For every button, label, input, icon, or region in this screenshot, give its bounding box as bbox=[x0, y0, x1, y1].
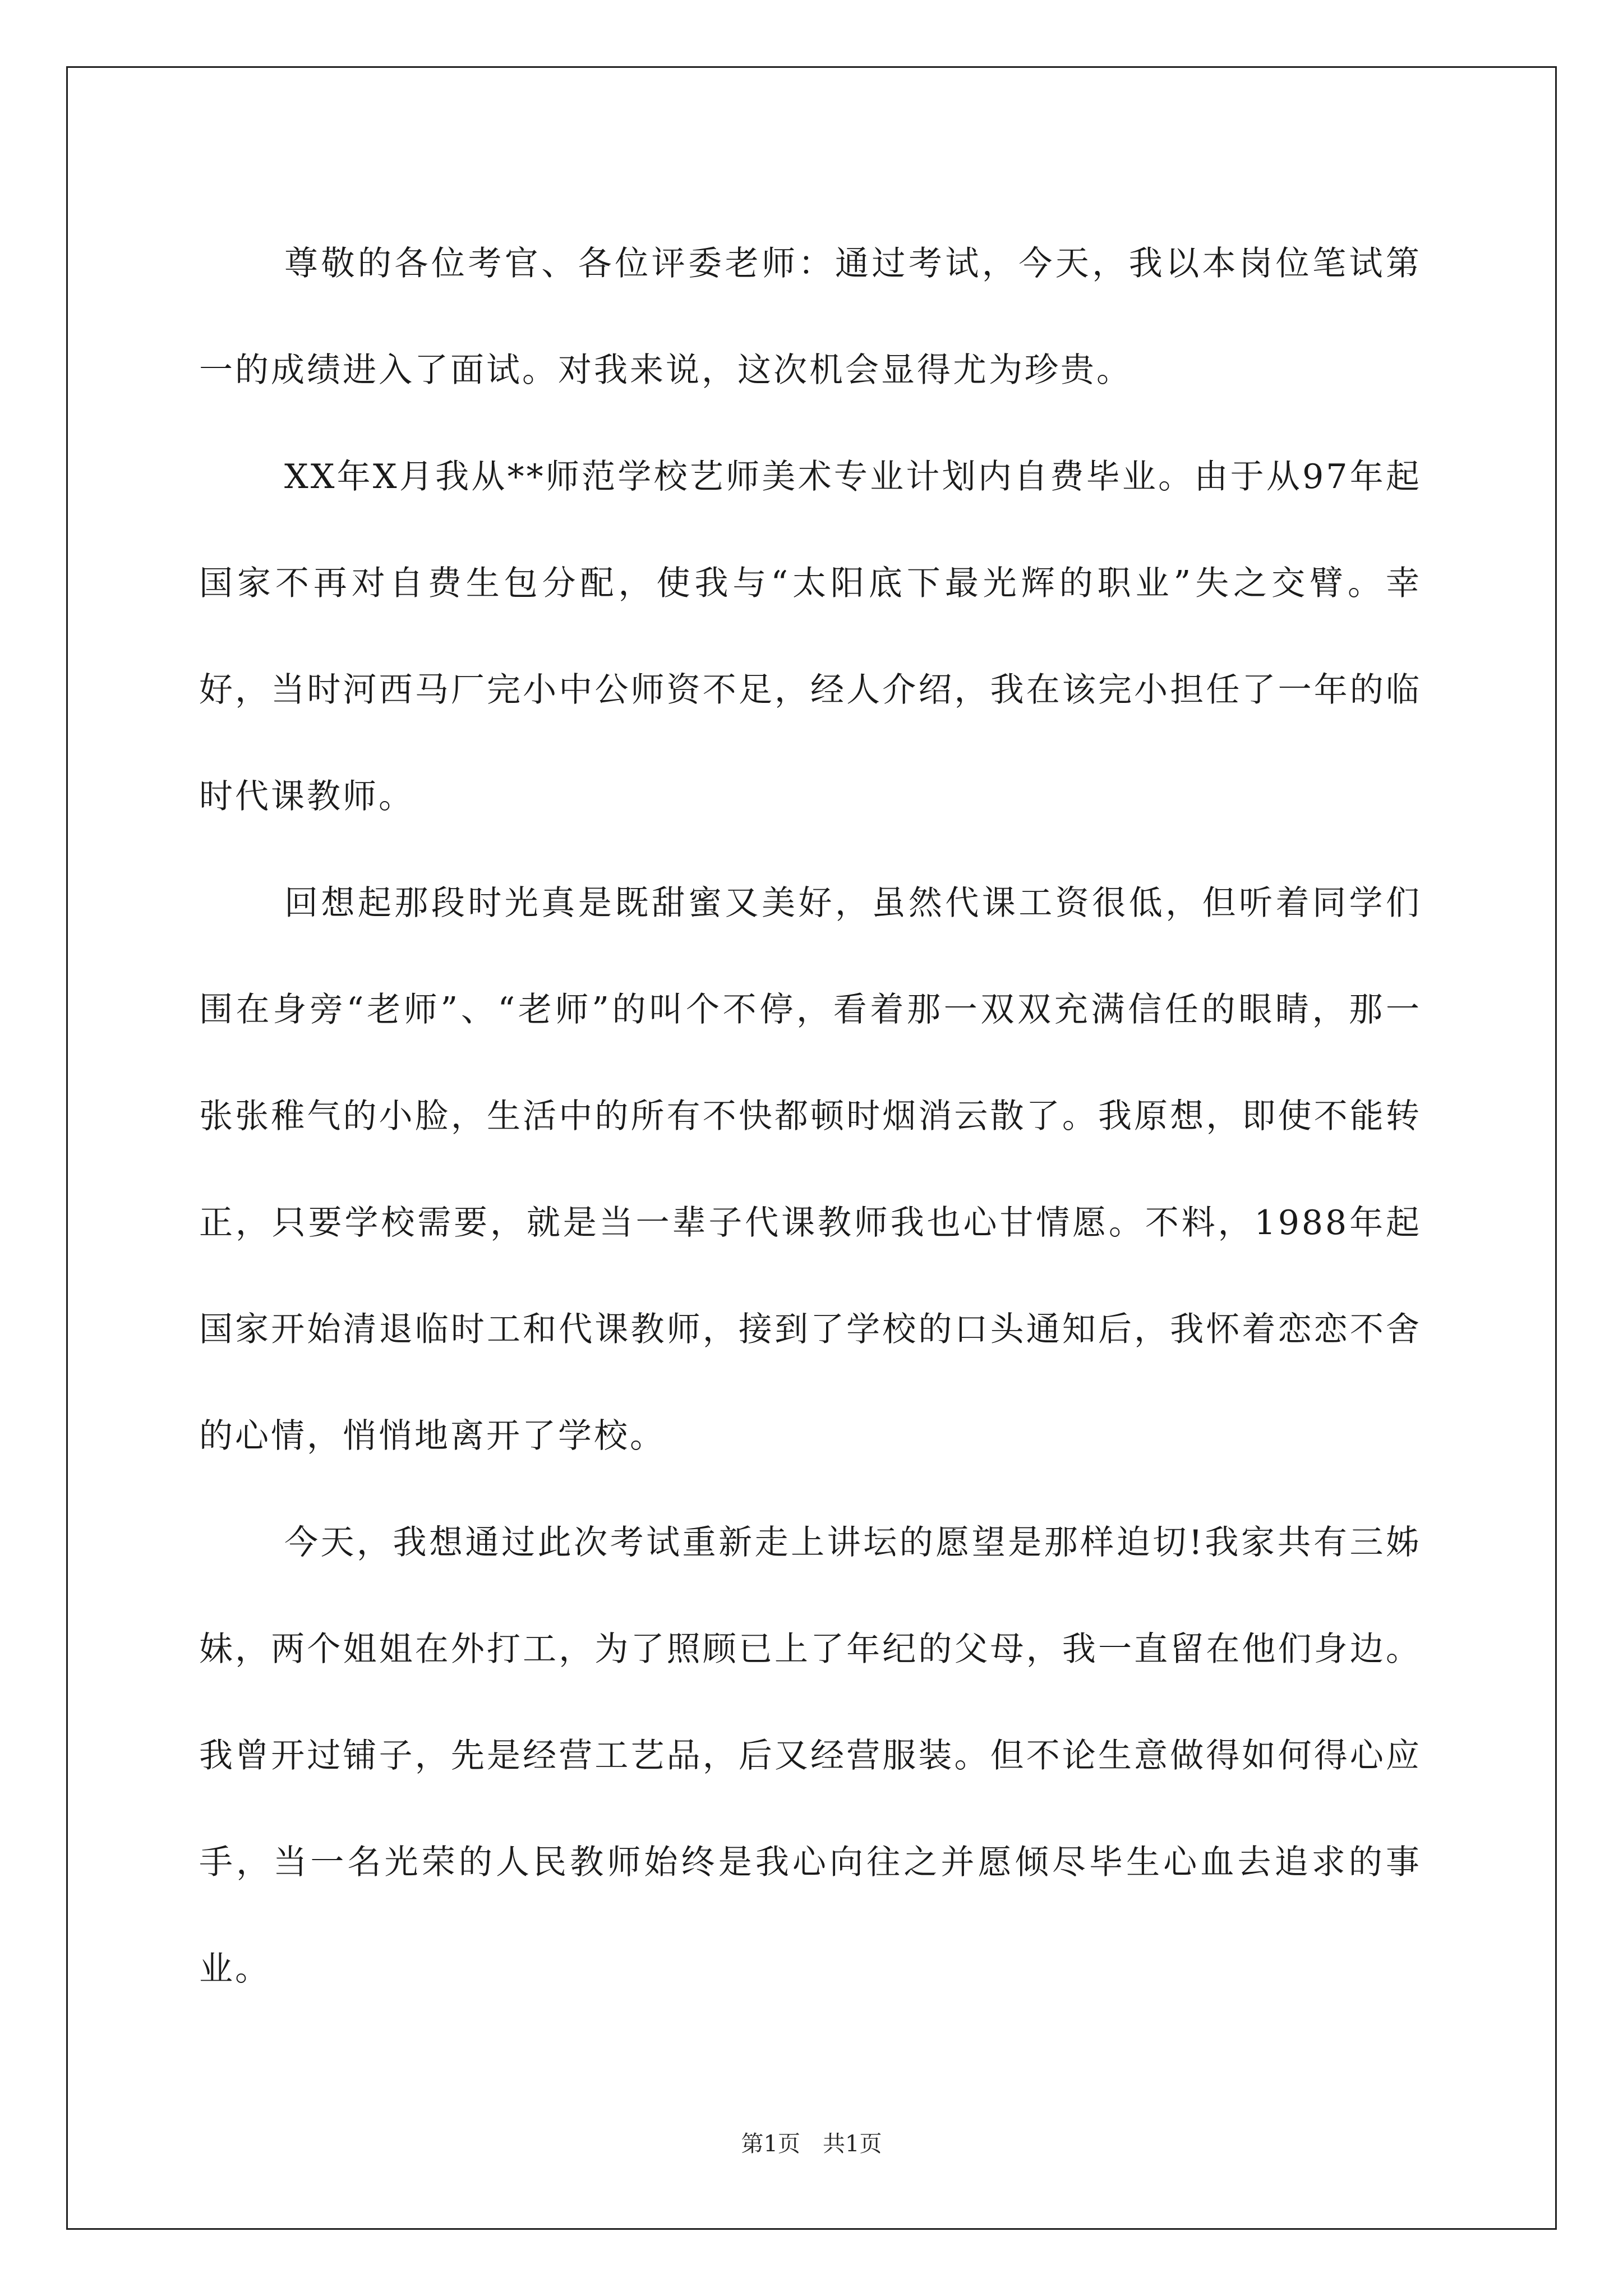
paragraph: 今天，我想通过此次考试重新走上讲坛的愿望是那样迫切!我家共有三姊妹，两个姐姐在外打工，为了照顾已上了年纪的父母，我一直留在他们身边。我曾开过铺子，先是经营工艺品，后又经营服装。但不论生意做得如何得心应手，当一名光荣的人民教师始终是我心向往之并愿倾尽毕生心血去追求的事业。 bbox=[199, 1523, 1422, 1989]
paragraph: 尊敬的各位考官、各位评委老师：通过考试，今天，我以本岗位笔试第一的成绩进入了面试。对我来说，这次机会显得尤为珍贵。 bbox=[199, 244, 1422, 390]
page-number-footer: 第1页 共1页 bbox=[741, 2131, 882, 2157]
paragraph: XX年X月我从**师范学校艺师美术专业计划内自费毕业。由于从97年起国家不再对自费生包分配，使我与“太阳底下最光辉的职业”失之交臂。幸好，当时河西马厂完小中公师资不足，经人介绍，我在该完小担任了一年的临时代课教师。 bbox=[199, 457, 1422, 816]
document-body bbox=[199, 210, 1422, 2022]
paragraph: 回想起那段时光真是既甜蜜又美好，虽然代课工资很低，但听着同学们围在身旁“老师”、“老师”的叫个不停，看着那一双双充满信任的眼睛，那一张张稚气的小脸，生活中的所有不快都顿时烟消云散了。我原想，即使不能转正，只要学校需要，就是当一辈子代课教师我也心甘情愿。不料，1988年起国家开始清退临时工和代课教师，接到了学校的口头通知后，我怀着恋恋不舍的心情，悄悄地离开了学校。 bbox=[199, 884, 1422, 1456]
